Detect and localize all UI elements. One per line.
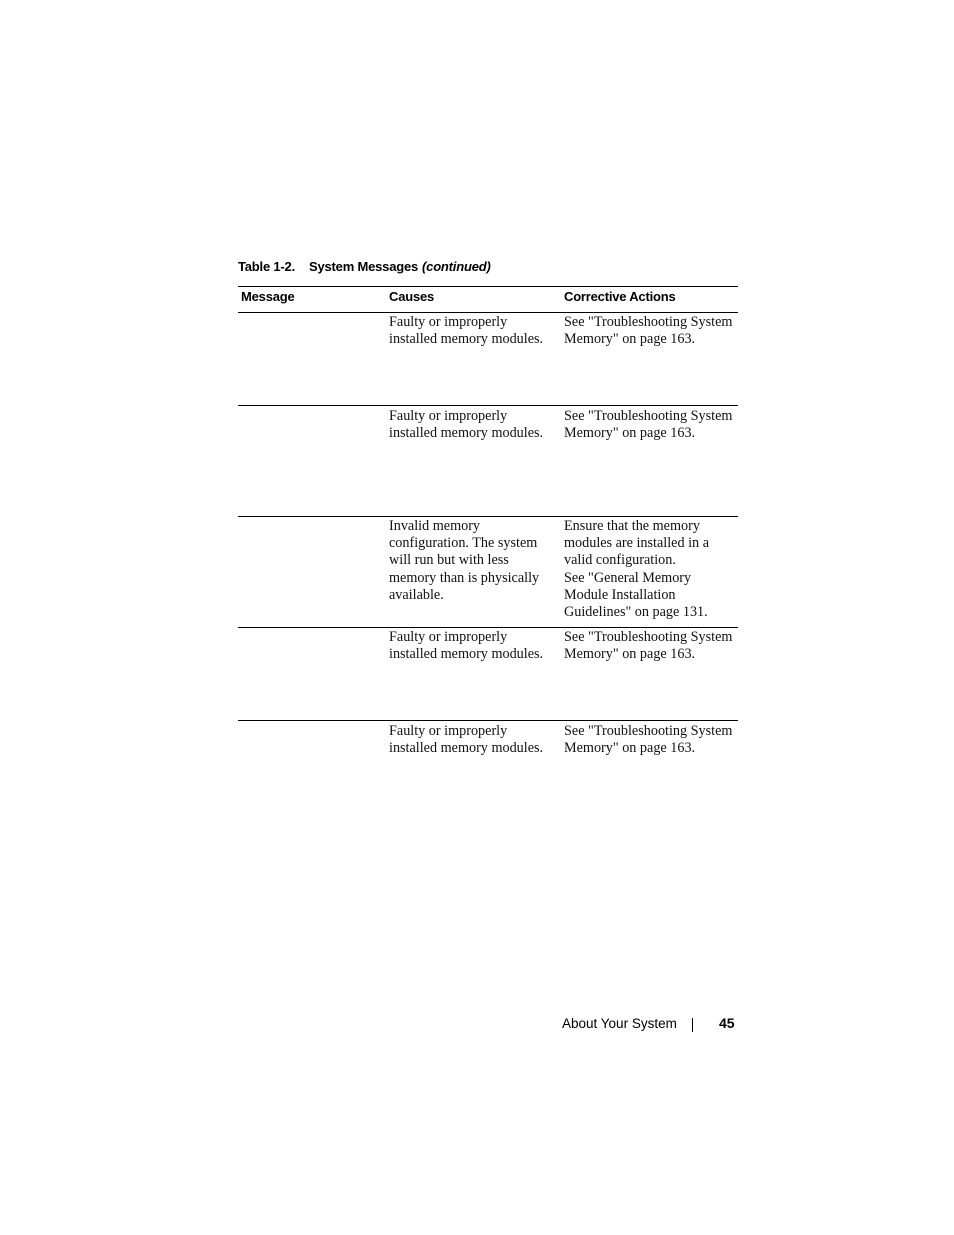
table-row-2-causes: Faulty or improperly installed memory modules. bbox=[389, 408, 544, 442]
table-row-2-actions: See "Troubleshooting System Memory" on page 163. bbox=[564, 408, 733, 442]
table-top-rule bbox=[238, 286, 738, 287]
row-divider-1 bbox=[238, 405, 738, 406]
table-row-4-causes: Faulty or improperly installed memory modules. bbox=[389, 629, 544, 663]
table-caption-number: Table 1-2. bbox=[238, 259, 296, 274]
row-divider-3 bbox=[238, 627, 738, 628]
footer-section-title: About Your System bbox=[562, 1016, 677, 1031]
table-row-3-causes: Invalid memory configuration. The system will run but with less memory than is physically available. bbox=[389, 518, 540, 603]
table-header-rule bbox=[238, 312, 738, 313]
footer-separator bbox=[692, 1018, 693, 1032]
table-caption-continued: (continued) bbox=[422, 259, 491, 274]
column-header-actions: Corrective Actions bbox=[564, 289, 676, 304]
row-divider-4 bbox=[238, 720, 738, 721]
table-row-5-actions: See "Troubleshooting System Memory" on page 163. bbox=[564, 723, 733, 757]
row-divider-2 bbox=[238, 516, 738, 517]
column-header-causes: Causes bbox=[389, 289, 435, 304]
table-caption-title: System Messages bbox=[309, 259, 419, 274]
table-row-5-causes: Faulty or improperly installed memory modules. bbox=[389, 723, 544, 757]
table-row-1-actions: See "Troubleshooting System Memory" on page 163. bbox=[564, 314, 733, 348]
table-row-3-actions: Ensure that the memory modules are installed in a valid configuration. See "General Memory Module Installation Guidelines" on page 131. bbox=[564, 518, 709, 621]
table-row-4-actions: See "Troubleshooting System Memory" on page 163. bbox=[564, 629, 733, 663]
table-row-1-causes: Faulty or improperly installed memory modules. bbox=[389, 314, 544, 348]
table-caption bbox=[238, 259, 491, 274]
page-number: 45 bbox=[719, 1015, 735, 1031]
column-header-message: Message bbox=[241, 289, 295, 304]
